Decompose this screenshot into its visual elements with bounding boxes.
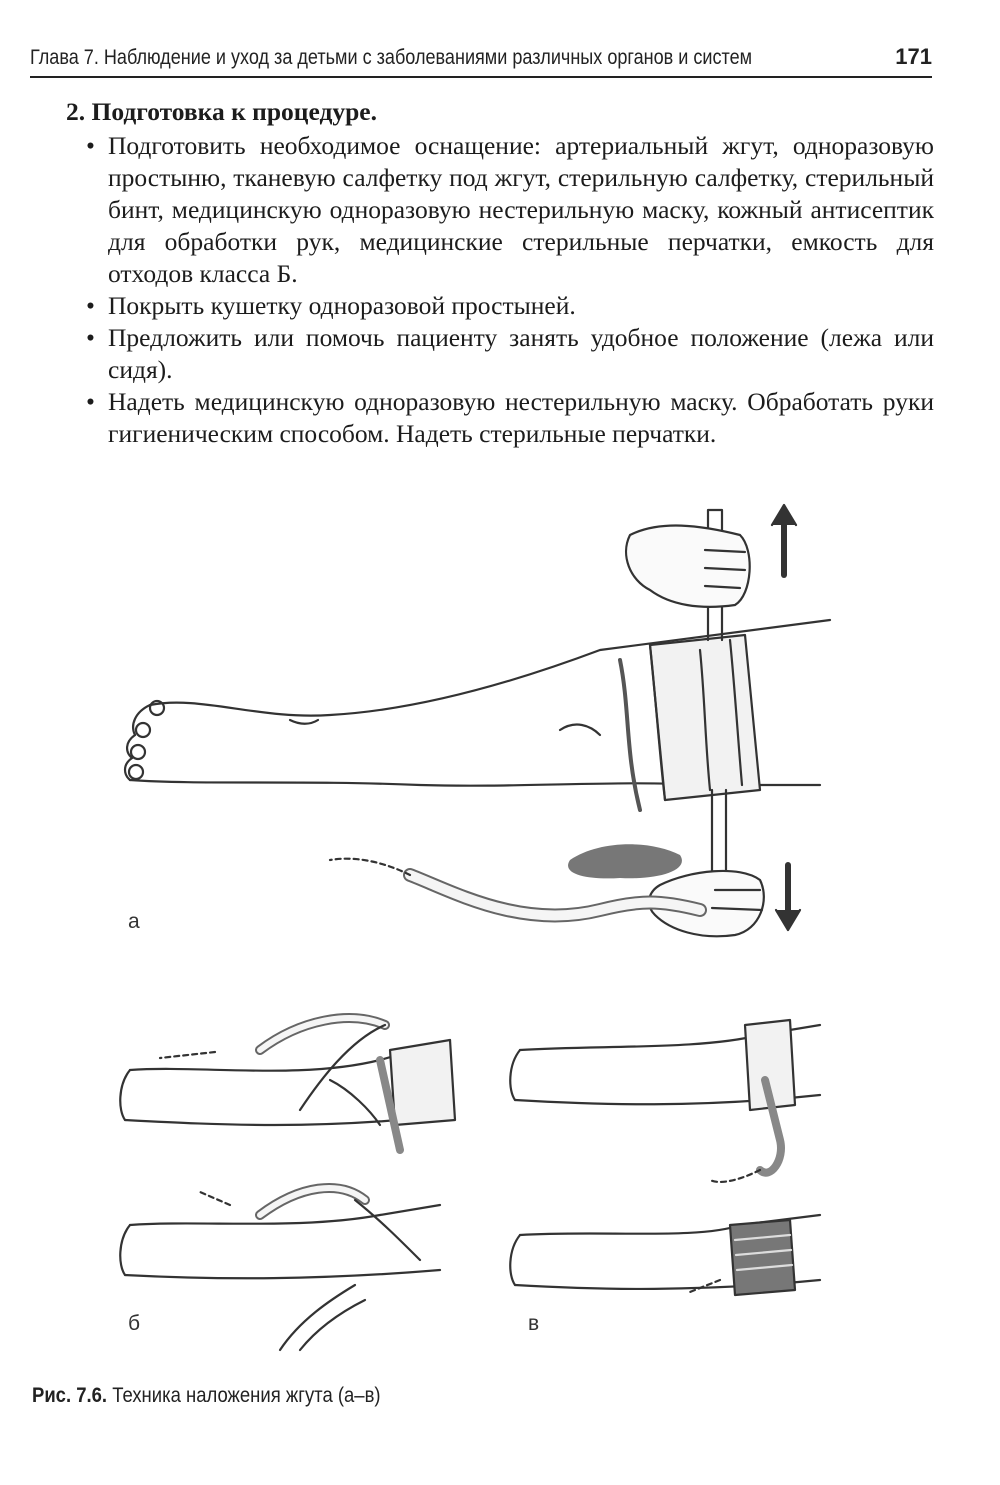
panel-a-drawing xyxy=(125,505,830,936)
figure-caption xyxy=(32,1384,381,1408)
bullet-item: • Покрыть кушетку одноразовой простыней. xyxy=(66,290,934,322)
figure-caption-text: Техника наложения жгута (а–в) xyxy=(107,1384,381,1407)
bullet-item: • Предложить или помочь пациенту занять удобное положение (лежа или сидя). xyxy=(66,322,934,386)
page-number: 171 xyxy=(895,44,932,69)
panel-v-top-drawing xyxy=(510,1020,820,1182)
bullet-list xyxy=(66,130,934,450)
bullet-item: • Надеть медицинскую одноразовую нестерильную маску. Обработать руки гигиеническим способом. Надеть стерильные перчатки. xyxy=(66,386,934,450)
panel-label-b: б xyxy=(128,1312,141,1335)
panel-v-bottom-drawing xyxy=(510,1215,820,1295)
running-header xyxy=(30,42,932,78)
figure-number: Рис. 7.6. xyxy=(32,1384,108,1407)
panel-b-bottom-drawing xyxy=(120,1188,440,1350)
bullet-item: • Подготовить необходимое оснащение: артериальный жгут, одноразовую простыню, тканевую салфетку под жгут, стерильную салфетку, стерильный бинт, медицинскую одноразовую нестерильную маску, кожный антисептик для обработки рук, медицинские стерильные перчатки, емкость для отходов класса Б. xyxy=(66,130,934,290)
tourniquet-illustration xyxy=(0,480,1000,1360)
text-body xyxy=(66,96,934,450)
tourniquet-figure xyxy=(0,480,1000,1360)
panel-label-v: в xyxy=(528,1312,540,1335)
chapter-title: Глава 7. Наблюдение и уход за детьми с заболеваниями различных органов и систем xyxy=(30,46,753,69)
section-heading: 2. Подготовка к процедуре. xyxy=(66,97,378,126)
panel-b-top-drawing xyxy=(120,1018,455,1150)
panel-label-a: а xyxy=(128,910,140,933)
